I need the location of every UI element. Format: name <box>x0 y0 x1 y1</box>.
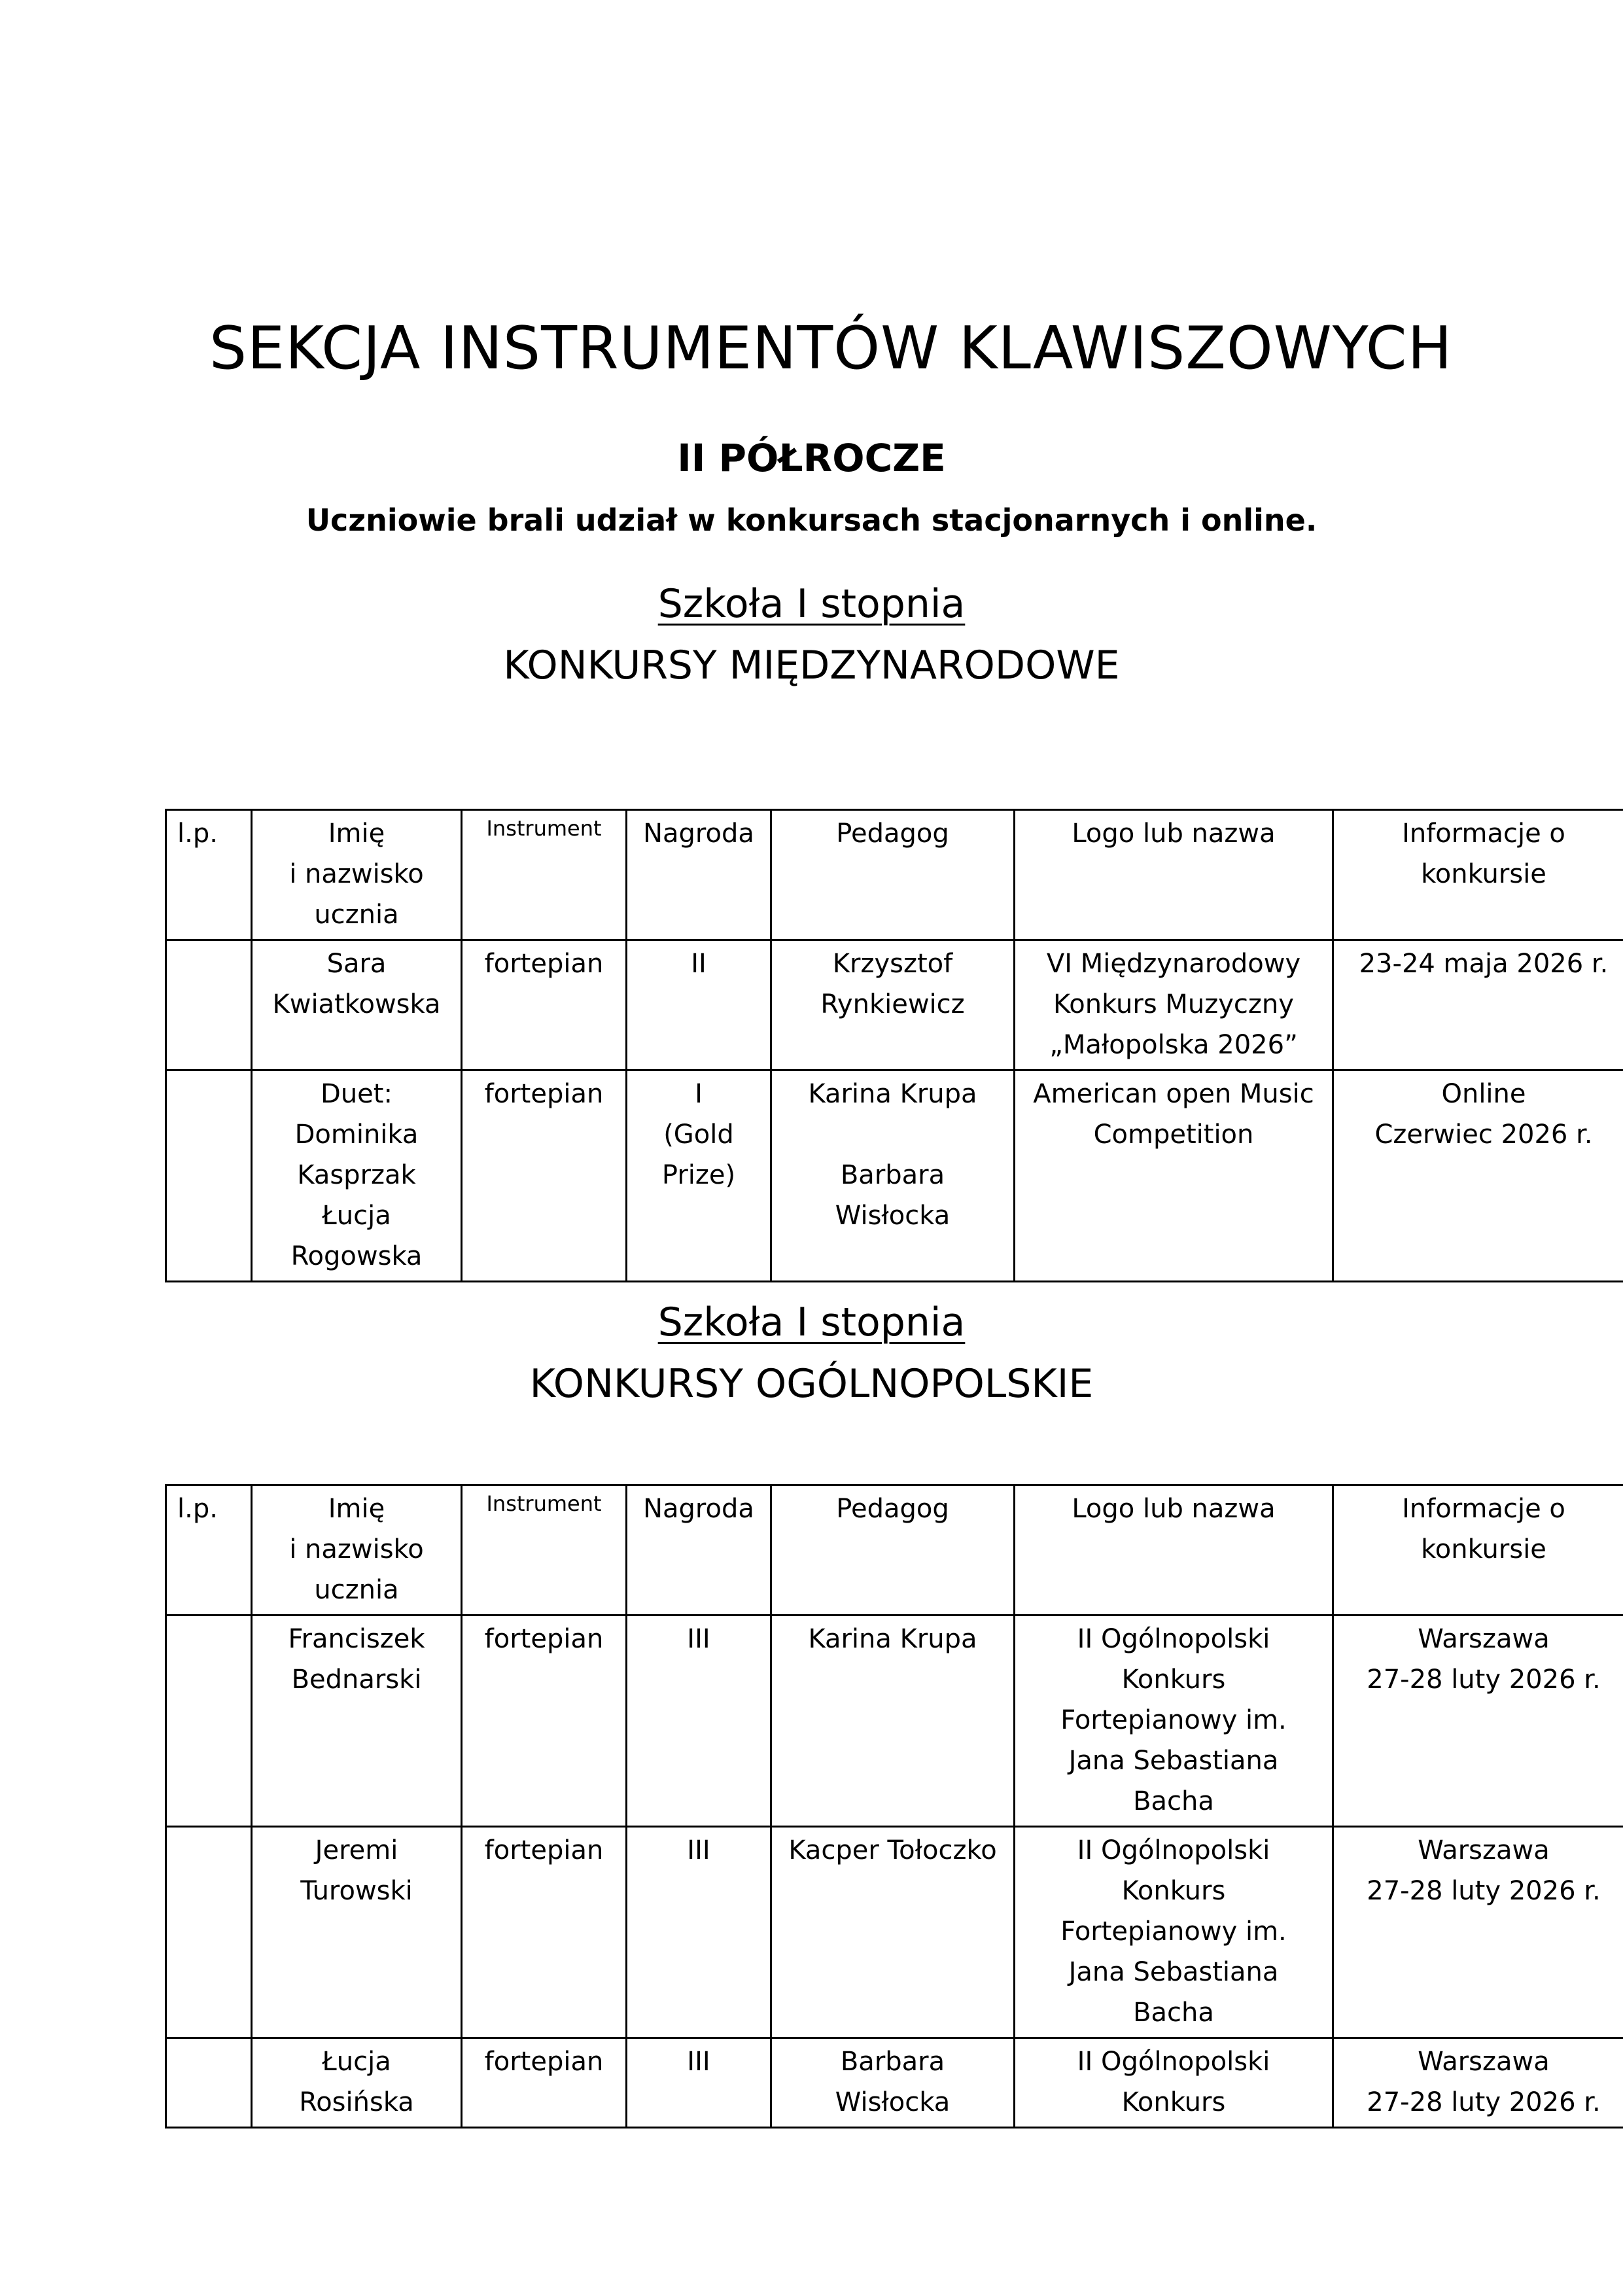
header-prize: Nagroda <box>627 1485 771 1616</box>
row-prize: III <box>627 1827 771 2038</box>
row-prize: III <box>627 1616 771 1827</box>
table-row <box>166 2038 1623 2128</box>
row-instrument: fortepian <box>462 1827 627 2038</box>
row-student-name: Łucja Rosińska <box>252 2038 462 2128</box>
row-student-name: Franciszek Bednarski <box>252 1616 462 1827</box>
header-teacher: Pedagog <box>771 1485 1015 1616</box>
row-teacher: Karina Krupa Barbara Wisłocka <box>771 1070 1015 1282</box>
table-row <box>166 1070 1623 1282</box>
row-instrument: fortepian <box>462 2038 627 2128</box>
row-student-name: Sara Kwiatkowska <box>252 940 462 1070</box>
international-results-table <box>165 809 1623 1282</box>
header-student-name: Imię i nazwisko ucznia <box>252 810 462 940</box>
row-competition: VI Międzynarodowy Konkurs Muzyczny „Małopolska 2026” <box>1015 940 1333 1070</box>
header-teacher: Pedagog <box>771 810 1015 940</box>
national-category-title: KONKURSY OGÓLNOPOLSKIE <box>529 1361 1094 1407</box>
row-prize: III <box>627 2038 771 2128</box>
national-section-heading <box>0 1299 1623 1407</box>
row-competition-info: 23-24 maja 2026 r. <box>1333 940 1623 1070</box>
national-school-level: Szkoła I stopnia <box>657 1299 966 1345</box>
row-competition: II Ogólnopolski Konkurs <box>1015 2038 1333 2128</box>
row-prize: II <box>627 940 771 1070</box>
table-header-row <box>166 810 1623 940</box>
semester-title: II PÓŁROCZE <box>677 436 946 480</box>
intro-text: Uczniowie brali udział w konkursach stacjonarnych i online. <box>305 503 1318 538</box>
row-competition: American open Music Competition <box>1015 1070 1333 1282</box>
header-instrument: Instrument <box>462 1485 627 1616</box>
page-title: SEKCJA INSTRUMENTÓW KLAWISZOWYCH <box>209 314 1453 383</box>
row-teacher: Krzysztof Rynkiewicz <box>771 940 1015 1070</box>
header-prize: Nagroda <box>627 810 771 940</box>
table-row <box>166 1616 1623 1827</box>
header-competition: Logo lub nazwa <box>1015 810 1333 940</box>
national-results-table <box>165 1484 1623 2128</box>
row-instrument: fortepian <box>462 1070 627 1282</box>
international-category-title: KONKURSY MIĘDZYNARODOWE <box>503 643 1120 688</box>
row-lp <box>166 1827 252 2038</box>
row-competition-info: Warszawa 27-28 luty 2026 r. <box>1333 2038 1623 2128</box>
row-competition-info: Online Czerwiec 2026 r. <box>1333 1070 1623 1282</box>
header-competition: Logo lub nazwa <box>1015 1485 1333 1616</box>
row-teacher: Kacper Tołoczko <box>771 1827 1015 2038</box>
row-teacher: Barbara Wisłocka <box>771 2038 1015 2128</box>
header-instrument: Instrument <box>462 810 627 940</box>
row-competition: II Ogólnopolski Konkurs Fortepianowy im. Jana Sebastiana Bacha <box>1015 1827 1333 2038</box>
table-row <box>166 940 1623 1070</box>
row-prize: I (Gold Prize) <box>627 1070 771 1282</box>
row-lp <box>166 940 252 1070</box>
row-competition-info: Warszawa 27-28 luty 2026 r. <box>1333 1616 1623 1827</box>
international-section-heading <box>0 581 1623 688</box>
header-lp: l.p. <box>166 1485 252 1616</box>
header-student-name: Imię i nazwisko ucznia <box>252 1485 462 1616</box>
table-row <box>166 1827 1623 2038</box>
row-lp <box>166 1616 252 1827</box>
row-lp <box>166 2038 252 2128</box>
header-lp: l.p. <box>166 810 252 940</box>
row-competition: II Ogólnopolski Konkurs Fortepianowy im. Jana Sebastiana Bacha <box>1015 1616 1333 1827</box>
row-student-name: Jeremi Turowski <box>252 1827 462 2038</box>
header-competition-info: Informacje o konkursie <box>1333 1485 1623 1616</box>
row-lp <box>166 1070 252 1282</box>
international-school-level: Szkoła I stopnia <box>657 581 966 627</box>
row-competition-info: Warszawa 27-28 luty 2026 r. <box>1333 1827 1623 2038</box>
row-teacher: Karina Krupa <box>771 1616 1015 1827</box>
row-instrument: fortepian <box>462 1616 627 1827</box>
table-header-row <box>166 1485 1623 1616</box>
header-competition-info: Informacje o konkursie <box>1333 810 1623 940</box>
row-instrument: fortepian <box>462 940 627 1070</box>
row-student-name: Duet: Dominika Kasprzak Łucja Rogowska <box>252 1070 462 1282</box>
